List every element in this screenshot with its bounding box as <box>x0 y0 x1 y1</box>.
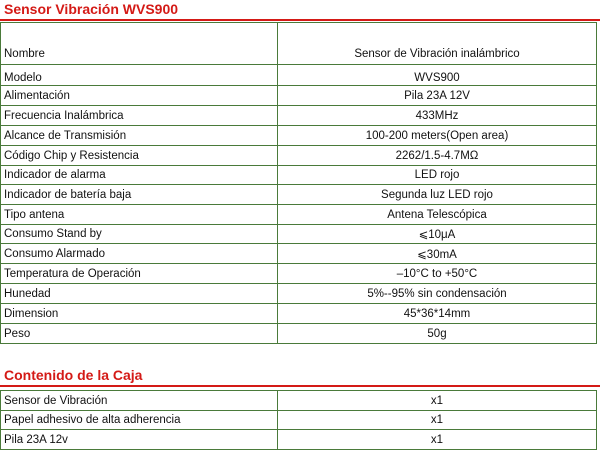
spec-value: WVS900 <box>278 65 597 86</box>
spec-value: Antena Telescópica <box>278 205 597 225</box>
spec-label: Modelo <box>1 65 278 86</box>
spec-label: Consumo Stand by <box>1 225 278 244</box>
table-row <box>1 225 597 244</box>
box-item-label: Sensor de Vibración <box>1 391 278 411</box>
spec-value: 2262/1.5-4.7MΩ <box>278 146 597 166</box>
spec-section-title: Sensor Vibración WVS900 <box>4 1 179 17</box>
spec-title-underline <box>0 19 600 21</box>
spec-label: Código Chip y Resistencia <box>1 146 278 166</box>
spec-label: Peso <box>1 324 278 344</box>
box-contents-title: Contenido de la Caja <box>4 367 143 383</box>
box-item-label: Papel adhesivo de alta adherencia <box>1 411 278 430</box>
spec-value: 100-200 meters(Open area) <box>278 126 597 146</box>
table-row <box>1 304 597 324</box>
spec-value: ⩽30mA <box>278 244 597 264</box>
table-row <box>1 65 597 86</box>
table-row <box>1 23 597 65</box>
spec-value: 50g <box>278 324 597 344</box>
table-row <box>1 284 597 304</box>
spec-value: 433MHz <box>278 106 597 126</box>
table-row <box>1 106 597 126</box>
spec-value: Pila 23A 12V <box>278 86 597 106</box>
table-row <box>1 205 597 225</box>
spec-label: Nombre <box>1 23 278 65</box>
spec-value: 45*36*14mm <box>278 304 597 324</box>
spec-value: 5%--95% sin condensación <box>278 284 597 304</box>
spec-label: Alimentación <box>1 86 278 106</box>
table-row <box>1 324 597 344</box>
box-item-qty: x1 <box>278 411 597 430</box>
table-row <box>1 166 597 185</box>
spec-label: Indicador de alarma <box>1 166 278 185</box>
table-row <box>1 391 597 411</box>
spec-label: Temperatura de Operación <box>1 264 278 284</box>
spec-label: Alcance de Transmisión <box>1 126 278 146</box>
box-item-qty: x1 <box>278 391 597 411</box>
spec-label: Indicador de batería baja <box>1 185 278 205</box>
spec-value: LED rojo <box>278 166 597 185</box>
table-row <box>1 126 597 146</box>
table-row <box>1 411 597 430</box>
table-row <box>1 185 597 205</box>
box-contents-table <box>0 390 597 450</box>
table-row <box>1 244 597 264</box>
spec-value: Sensor de Vibración inalámbrico <box>278 23 597 65</box>
spec-value: Segunda luz LED rojo <box>278 185 597 205</box>
spec-table <box>0 22 597 344</box>
box-item-qty: x1 <box>278 430 597 450</box>
spec-value: –10°C to +50°C <box>278 264 597 284</box>
box-title-underline <box>0 385 600 387</box>
spec-label: Tipo antena <box>1 205 278 225</box>
spec-label: Consumo Alarmado <box>1 244 278 264</box>
spec-label: Dimension <box>1 304 278 324</box>
table-row <box>1 264 597 284</box>
box-item-label: Pila 23A 12v <box>1 430 278 450</box>
spec-label: Hunedad <box>1 284 278 304</box>
spec-label: Frecuencia Inalámbrica <box>1 106 278 126</box>
spec-value: ⩽10μA <box>278 225 597 244</box>
table-row <box>1 430 597 450</box>
table-row <box>1 86 597 106</box>
table-row <box>1 146 597 166</box>
